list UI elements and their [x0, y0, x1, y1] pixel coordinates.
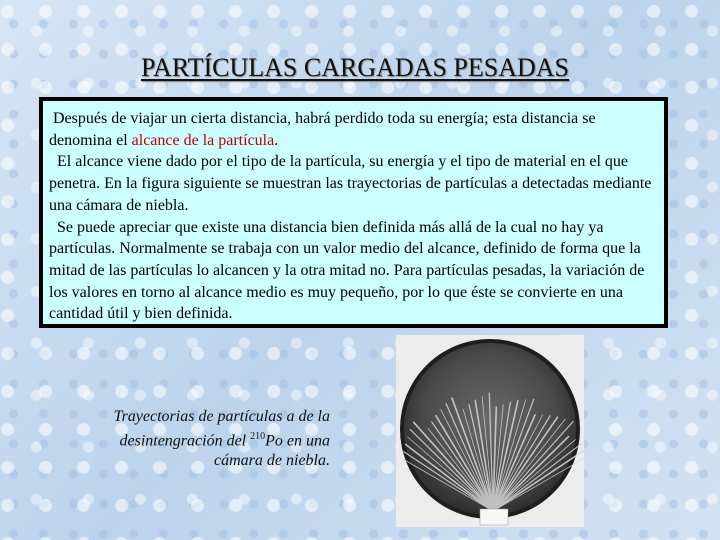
paragraph-1 — [49, 108, 658, 151]
cloud-chamber-photo — [396, 335, 584, 527]
paragraph-1-end: . — [274, 131, 279, 149]
paragraph-3 — [49, 217, 658, 326]
caption-start: Trayectorias de partículas a de la desintengración del — [113, 408, 330, 450]
isotope-superscript: 210 — [250, 431, 266, 442]
paragraph-2-text: El alcance viene dado por el tipo de la partícula, su energía y el tipo de material en el que penetra. En la figura siguiente se muestran las trayectorias de partículas a detectadas mediante una cámara de niebla. — [49, 153, 652, 214]
page-title: PARTÍCULAS CARGADAS PESADAS — [140, 53, 570, 82]
cloud-chamber-image — [396, 335, 584, 527]
text-box — [39, 97, 668, 328]
figure-caption — [98, 407, 330, 471]
paragraph-2 — [49, 151, 658, 216]
paragraph-3-text: Se puede apreciar que existe una distancia bien definida más allá de la cual no hay ya partículas. Normalmente se trabaja con un valor medio del alcance, definido de forma que la mitad de las partículas lo alcancen y la otra mitad no. Para partículas pesadas, la variación de los valores en torno al alcance medio es muy pequeño, por lo que éste se convierte en una cantidad útil y bien definida. — [49, 218, 645, 323]
caption-end: Po en una cámara de niebla. — [214, 432, 330, 470]
paragraph-1-start: Después de viajar un cierta distancia, habrá perdido toda su energía; esta distancia se denomina el — [49, 110, 596, 149]
highlighted-term: alcance de la partícula — [131, 131, 275, 149]
